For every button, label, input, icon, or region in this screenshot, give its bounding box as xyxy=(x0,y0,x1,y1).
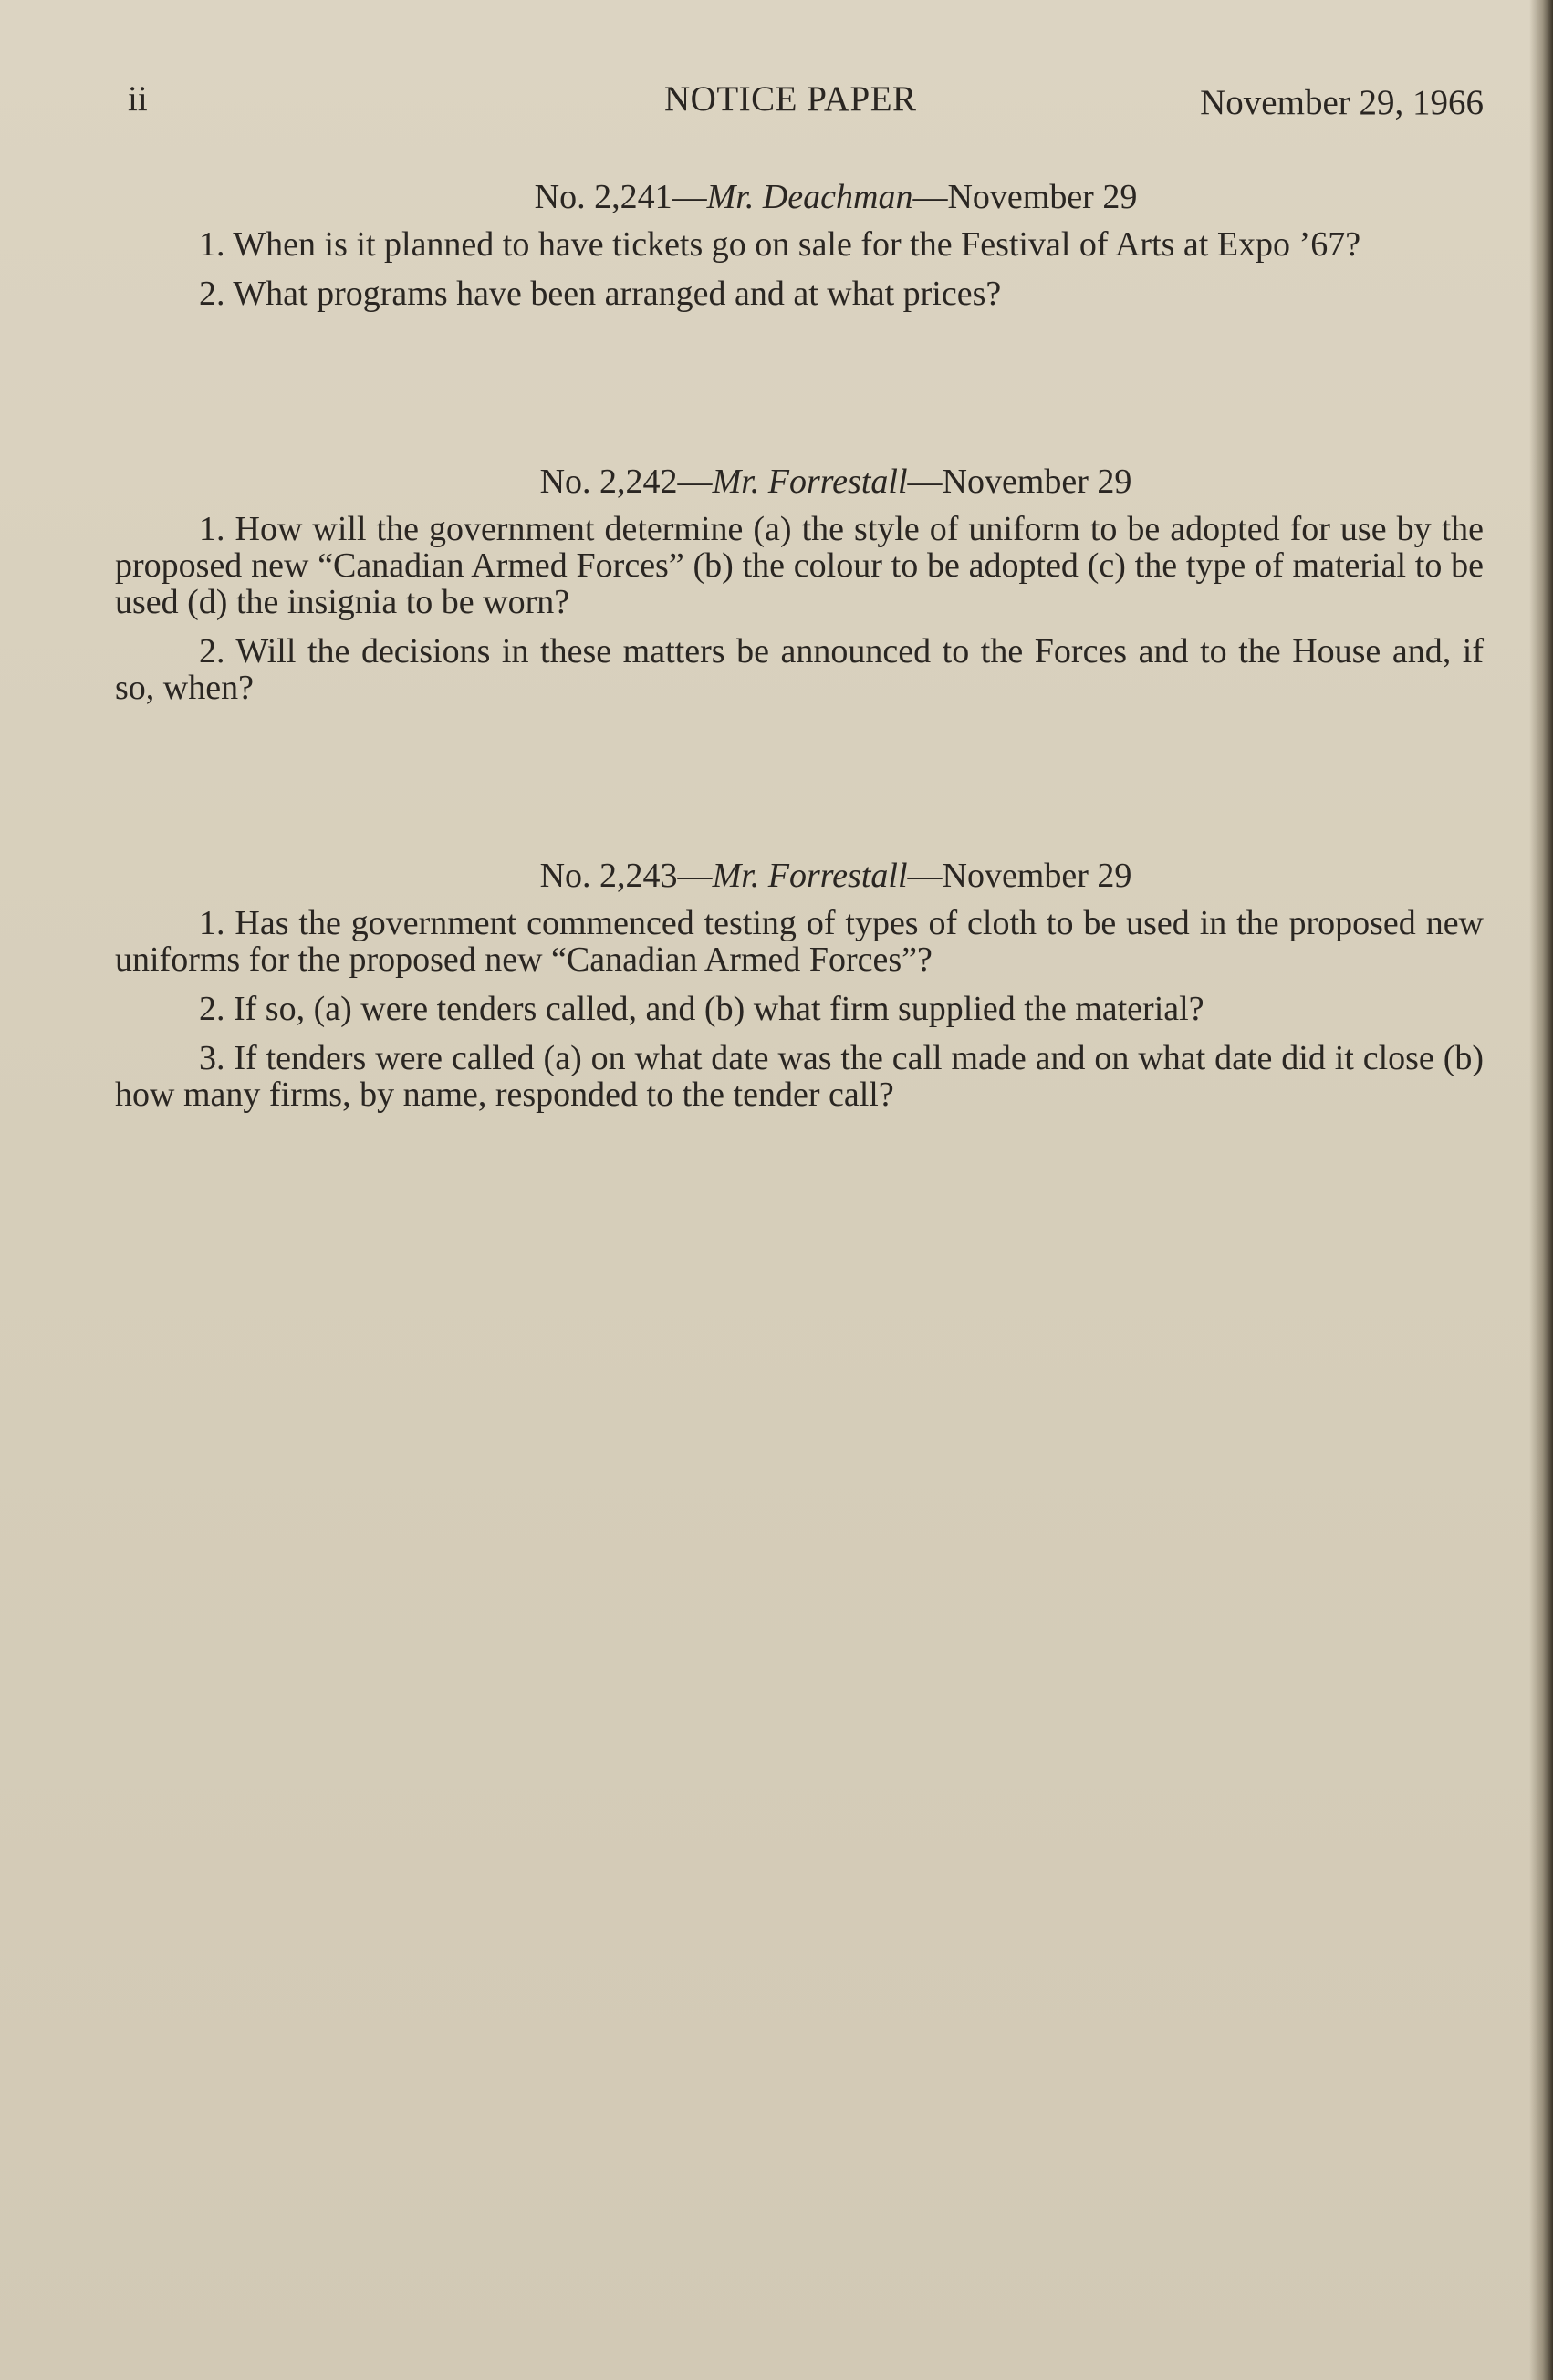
page-binding-edge xyxy=(1529,0,1553,2380)
page-number: ii xyxy=(128,79,148,119)
question-item: 3. If tenders were called (a) on what date was the call made and on what date did it close (b) how many firms, by name, responded to the tender call? xyxy=(115,1039,1484,1114)
question-member: Mr. Deachman xyxy=(706,178,913,216)
question-number: No. 2,241— xyxy=(534,178,707,216)
running-title: NOTICE PAPER xyxy=(664,79,917,119)
question-item: 1. Has the government commenced testing of types of cloth to be used in the proposed new uniforms for the proposed new “Canadian Armed Forces”? xyxy=(115,904,1484,979)
question-number: No. 2,243— xyxy=(539,857,713,895)
question-date: —November 29 xyxy=(907,462,1132,501)
question-date: —November 29 xyxy=(912,178,1138,216)
question-item: 2. If so, (a) were tenders called, and (b) what firm supplied the material? xyxy=(199,990,1204,1028)
question-number: No. 2,242— xyxy=(539,462,713,501)
page-header xyxy=(124,78,1484,133)
question-member: Mr. Forrestall xyxy=(712,462,908,501)
question-heading xyxy=(188,463,1484,500)
question-2243 xyxy=(115,857,1484,1126)
question-item: 2. What programs have been arranged and at what prices? xyxy=(199,275,1002,313)
question-member: Mr. Forrestall xyxy=(712,857,908,895)
question-date: —November 29 xyxy=(907,857,1132,895)
question-heading xyxy=(188,857,1484,894)
header-date: November 29, 1966 xyxy=(1200,83,1484,122)
question-heading xyxy=(188,179,1484,215)
question-2242 xyxy=(115,463,1484,719)
question-item: 1. How will the government determine (a) the style of uniform to be adopted for use by the proposed new “Canadian Armed Forces” (b) the colour to be adopted (c) the type of material to be used (d) the insignia to be worn? xyxy=(115,510,1484,621)
question-item: 2. Will the decisions in these matters be announced to the Forces and to the House and, if so, when? xyxy=(115,632,1484,707)
question-2241 xyxy=(115,179,1484,325)
question-item: 1. When is it planned to have tickets go on sale for the Festival of Arts at Expo ’67? xyxy=(199,225,1361,264)
